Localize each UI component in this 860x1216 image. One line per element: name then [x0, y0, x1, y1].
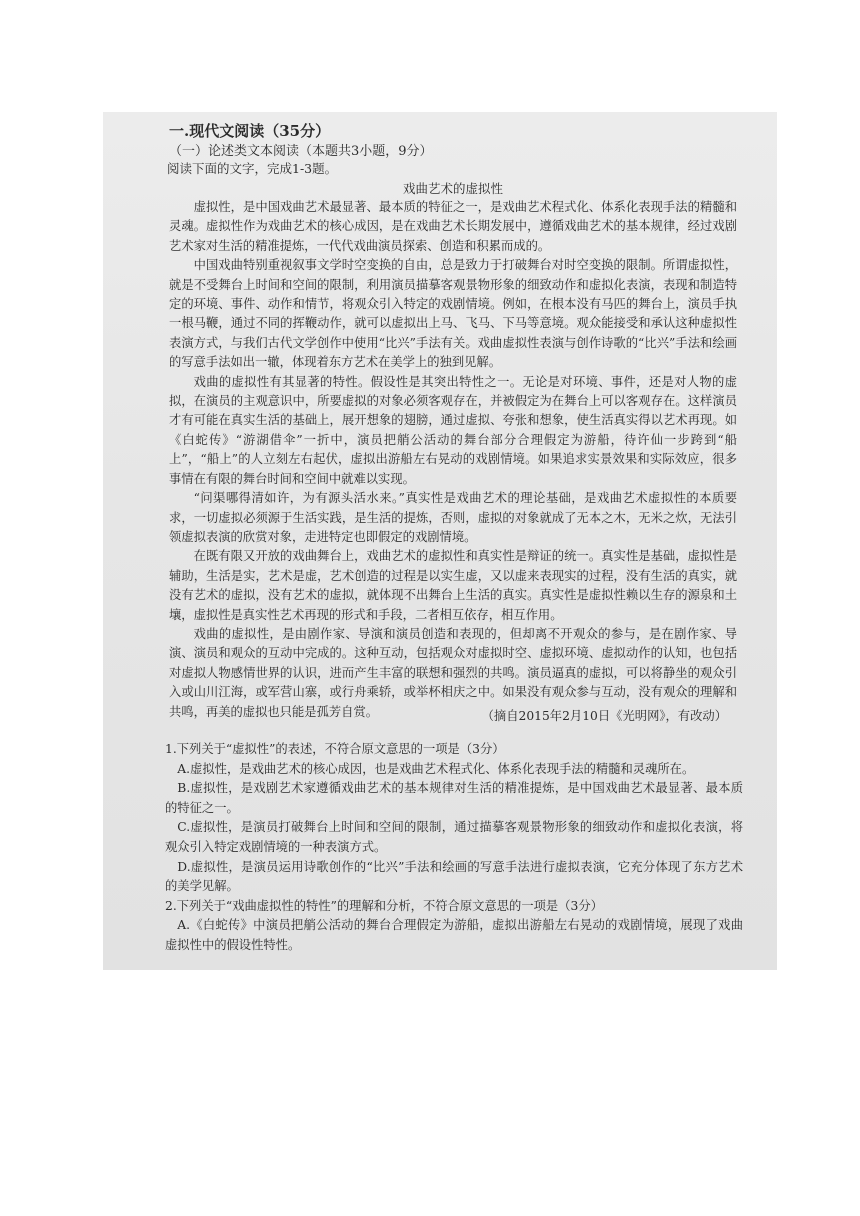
question-stem: 1.下列关于“虚拟性”的表述，不符合原文意思的一项是（3分） — [165, 742, 505, 756]
article-body — [169, 198, 737, 722]
question-option: A.《白蛇传》中演员把艄公活动的舞台合理假定为游船，虚拟出游船左右晃动的戏剧情境，展现了戏曲虚拟性中的假设性特性。 — [165, 918, 743, 952]
scanned-exam-page — [103, 112, 777, 970]
instruction: 阅读下面的文字，完成1-3题。 — [167, 161, 338, 176]
article-source: （摘自2015年2月10日《光明网》，有改动） — [481, 709, 727, 723]
article-paragraph: 戏曲的虚拟性有其显著的特性。假设性是其突出特性之一。无论是对环境、事件，还是对人物的虚拟，在演员的主观意识中，所要虚拟的对象必须客观存在，并被假定为在舞台上可以客观存在。这样演员才有可能在真实生活的基础上，展开想象的翅膀，通过虚拟、夸张和想象，使生活真实得以艺术再现。如《白蛇传》“游湖借伞”一折中，演员把艄公活动的舞台部分合理假定为游船，待许仙一步跨到“船上”，“船上”的人立刻左右起伏，虚拟出游船左右晃动的戏剧情境。如果追求实景效果和实际效应，很多事情在有限的舞台时间和空间中就难以实现。 — [169, 374, 737, 486]
article-paragraph: 虚拟性，是中国戏曲艺术最显著、最本质的特征之一，是戏曲艺术程式化、体系化表现手法的精髓和灵魂。虚拟性作为戏曲艺术的核心成因，是在戏曲艺术长期发展中，遵循戏曲艺术的基本规律，经过戏剧艺术家对生活的精准提炼，一代代戏曲演员探索、创造和积累而成的。 — [169, 200, 737, 253]
questions — [165, 740, 743, 956]
article-title: 戏曲艺术的虚拟性 — [402, 181, 503, 196]
article-paragraph: 戏曲的虚拟性，是由剧作家、导演和演员创造和表现的，但却离不开观众的参与，是在剧作家、导演、演员和观众的互动中完成的。这种互动，包括观众对虚拟时空、虚拟环境、虚拟动作的认知，也包括对虚拟人物感情世界的认识，进而产生丰富的联想和强烈的共鸣。演员逼真的虚拟，可以将静坐的观众引入或山川江海，或军营山寨，或行舟乘轿，或举杯相庆之中。如果没有观众参与互动，没有观众的理解和共鸣，再美的虚拟也只能是孤芳自赏。 — [169, 626, 737, 719]
article-paragraph: “问渠哪得清如许，为有源头活水来。”真实性是戏曲艺术的理论基础，是戏曲艺术虚拟性的本质要求，一切虚拟必须源于生活实践，是生活的提炼，否则，虚拟的对象就成了无本之木，无米之炊，无法引领虚拟表演的欣赏对象，走进特定也即假定的戏剧情境。 — [169, 491, 737, 544]
question-stem: 2.下列关于“戏曲虚拟性的特性”的理解和分析，不符合原文意思的一项是（3分） — [165, 898, 603, 913]
subsection-title: （一）论述类文本阅读（本题共3小题，9分） — [169, 144, 433, 159]
question-option: B.虚拟性，是戏剧艺术家遵循戏曲艺术的基本规律对生活的精准提炼，是中国戏曲艺术最显著、最本质的特征之一。 — [165, 781, 743, 815]
question-option: C.虚拟性，是演员打破舞台上时间和空间的限制，通过描摹客观景物形象的细致动作和虚拟化表演，将观众引入特定戏剧情境的一种表演方式。 — [165, 820, 743, 854]
article-paragraph: 中国戏曲特别重视叙事文学时空变换的自由，总是致力于打破舞台对时空变换的限制。所谓虚拟性，就是不受舞台上时间和空间的限制，利用演员描摹客观景物形象的细致动作和虚拟化表演，表现和制造特定的环境、事件、动作和情节，将观众引入特定的戏剧情境。例如，在根本没有马匹的舞台上，演员手执一根马鞭，通过不同的挥鞭动作，就可以虚拟出上马、飞马、下马等意境。观众能接受和承认这种虚拟性表演方式，与我们古代文学创作中使用“比兴”手法有关。戏曲虚拟性表演与创作诗歌的“比兴”手法和绘画的写意手法如出一辙，体现着东方艺术在美学上的独到见解。 — [169, 258, 737, 370]
question-option: D.虚拟性，是演员运用诗歌创作的“比兴”手法和绘画的写意手法进行虚拟表演，它充分体现了东方艺术的美学见解。 — [165, 859, 743, 894]
article-paragraph: 在既有限又开放的戏曲舞台上，戏曲艺术的虚拟性和真实性是辩证的统一。真实性是基础，虚拟性是辅助，生活是实，艺术是虚，艺术创造的过程是以实生虚，又以虚来表现实的过程，没有生活的真实，就没有艺术的虚拟，没有艺术的虚拟，就体现不出舞台上生活的真实。真实性是虚拟性赖以生存的源泉和土壤，虚拟性是真实性艺术再现的形式和手段，二者相互依存，相互作用。 — [169, 549, 737, 622]
question-option: A.虚拟性，是戏曲艺术的核心成因，也是戏曲艺术程式化、体系化表现手法的精髓和灵魂所在。 — [177, 761, 695, 776]
section-title: 一.现代文阅读（35分） — [169, 122, 331, 140]
